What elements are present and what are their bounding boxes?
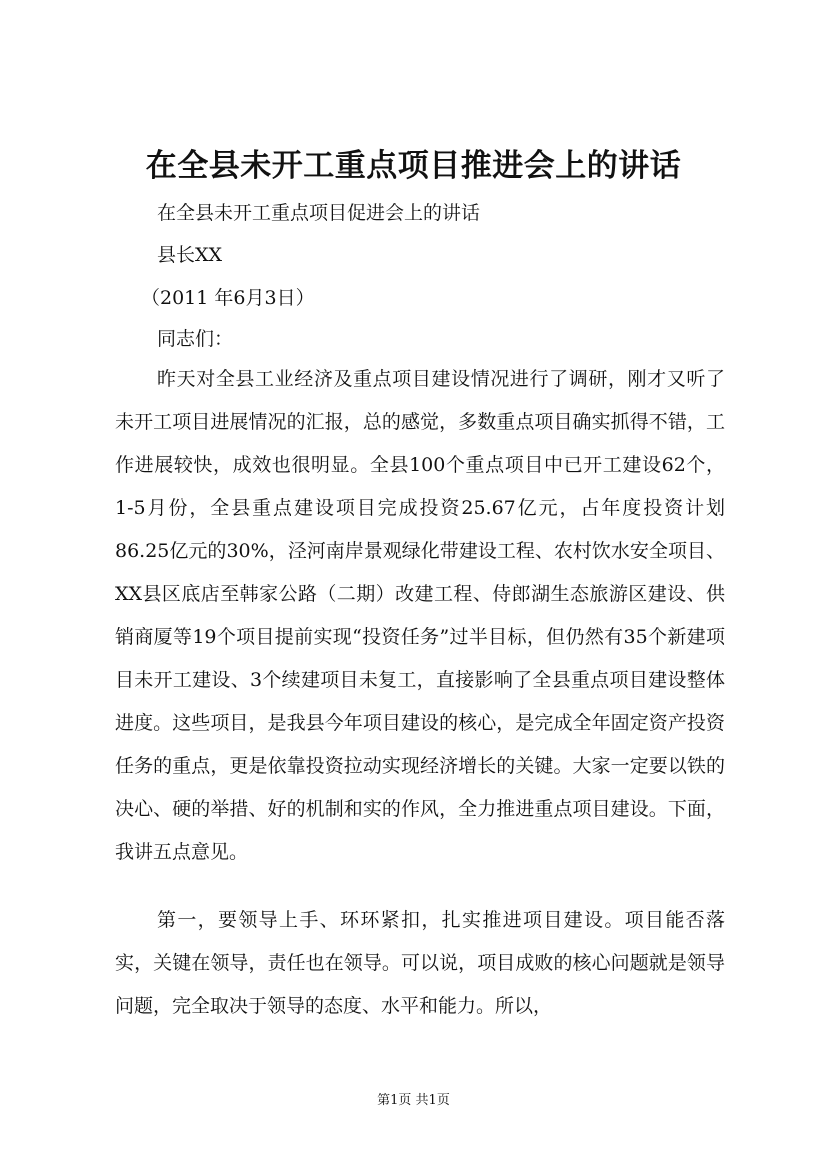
page-footer: 第1页 共1页 xyxy=(377,1093,450,1108)
document-title: 在全县未开工重点项目推进会上的讲话 xyxy=(145,148,682,184)
document-subtitle: 在全县未开工重点项目促进会上的讲话 xyxy=(157,202,481,224)
body-paragraph-1: 昨天对全县工业经济及重点项目建设情况进行了调研，刚才又听了未开工项目进展情况的汇报，总的感觉，多数重点项目确实抓得不错，工作进展较快，成效也很明显。全县100个重点项目中已开工建设62个，1-5月份，全县重点建设项目完成投资25.67亿元，占年度投资计划86.25亿元的30%，泾河南岸景观绿化带建设工程、农村饮水安全项目、XX县区底店至韩家公路（二期）改建工程、侍郎湖生态旅游区建设、供销商厦等19个项目提前实现“投资任务”过半目标，但仍然有35个新建项目未开工建设、3个续建项目未复工，直接影响了全县重点项目建设整体进度。这些项目，是我县今年项目建设的核心，是完成全年固定资产投资任务的重点，更是依靠投资拉动实现经济增长的关键。大家一定要以铁的决心、硬的举措、好的机制和实的作风，全力推进重点项目建设。下面，我讲五点意见。 xyxy=(115,368,725,863)
document-date: （2011 年6月3日） xyxy=(141,287,315,309)
document-salutation: 同志们： xyxy=(157,328,234,350)
document-author: 县长XX xyxy=(157,244,223,266)
body-paragraph-2: 第一，要领导上手、环环紧扣，扎实推进项目建设。项目能否落实，关键在领导，责任也在领导。可以说，项目成败的核心问题就是领导问题，完全取决于领导的态度、水平和能力。所以， xyxy=(115,909,725,1017)
